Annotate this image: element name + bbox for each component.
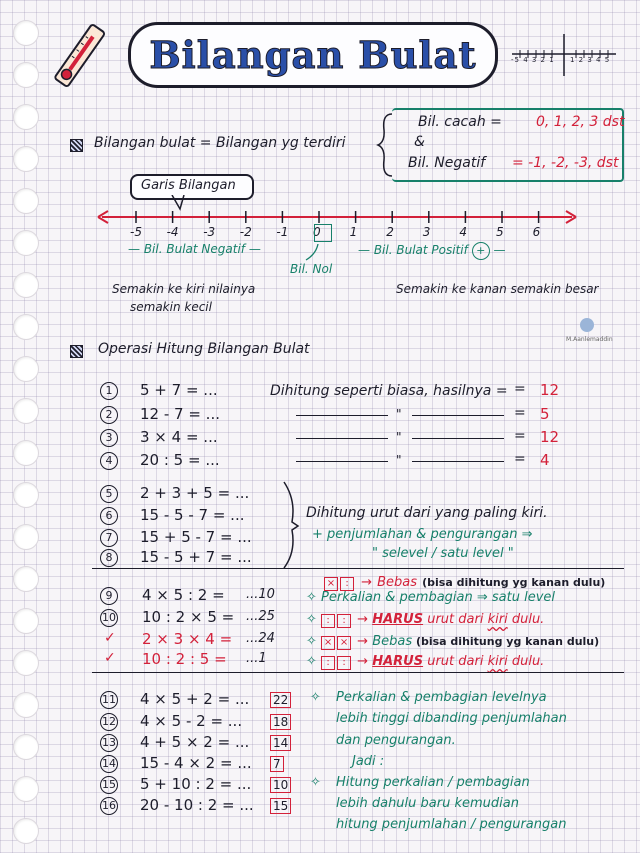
row-number: 13 xyxy=(100,734,118,752)
expression: 4 × 5 : 2 = xyxy=(142,586,225,604)
check-icon: ✓ xyxy=(104,650,116,666)
expression: 4 + 5 × 2 = ... xyxy=(140,733,250,751)
row-number: 9 xyxy=(100,587,118,605)
binder-hole xyxy=(13,230,39,256)
answer: ...25 xyxy=(246,609,275,624)
equals-sign: = xyxy=(514,405,526,421)
right-note: Semakin ke kanan semakin besar xyxy=(396,282,599,296)
multiply-box-icon: : xyxy=(337,656,351,670)
ampersand: & xyxy=(414,134,425,150)
answer-box: 22 xyxy=(270,692,291,708)
equals-sign: = xyxy=(514,381,526,397)
group2-note3: " selevel / satu level " xyxy=(372,546,514,561)
check-icon: ✓ xyxy=(104,630,116,646)
garis-bilangan-bubble xyxy=(130,174,254,200)
ditto-mark: " xyxy=(396,430,402,444)
number-line-tick-label: -3 xyxy=(203,225,216,239)
rule-note xyxy=(306,650,544,670)
expression: 4 × 5 + 2 = ... xyxy=(140,690,250,708)
star-icon: ✧ xyxy=(306,612,322,627)
row-number: 1 xyxy=(100,382,118,400)
number-line-tick-label: -1 xyxy=(276,225,289,239)
binder-hole xyxy=(13,650,39,676)
expression: 2 + 3 + 5 = ... xyxy=(140,484,250,502)
mini-line-right-label: 1 2 3 4 5 xyxy=(570,56,611,64)
explanation-line: lebih tinggi dibanding penjumlahan xyxy=(336,711,567,726)
answer-box: 14 xyxy=(270,735,291,751)
expression: 2 × 3 × 4 = xyxy=(142,630,233,648)
rule-note xyxy=(306,630,599,650)
divider xyxy=(92,568,624,569)
group1-note: Dihitung seperti biasa, hasilnya = xyxy=(270,383,508,399)
row-number: 4 xyxy=(100,452,118,470)
right-brace-icon xyxy=(282,480,302,570)
binder-hole xyxy=(13,188,39,214)
answer-box: 10 xyxy=(270,777,291,793)
multiply-box-icon: : xyxy=(337,614,351,628)
star-icon: ✧ xyxy=(306,654,322,669)
number-line-tick-label: 6 xyxy=(532,225,541,239)
ditto-mark: " xyxy=(396,407,402,421)
thermometer-icon xyxy=(50,18,106,98)
binder-hole xyxy=(13,314,39,340)
answer: ...10 xyxy=(246,587,275,602)
row-number: 14 xyxy=(100,755,118,773)
rule-emphasis: kiri xyxy=(487,654,508,669)
zero-arrow-icon xyxy=(304,244,324,264)
negatif-label: Bil. Negatif xyxy=(408,155,486,171)
zero-label: Bil. Nol xyxy=(290,262,333,276)
multiply-box-icon: × xyxy=(324,577,338,591)
left-note-line2: semakin kecil xyxy=(130,300,212,314)
binder-hole xyxy=(13,524,39,550)
number-line-tick-label: -4 xyxy=(166,225,179,239)
row-number: 7 xyxy=(100,529,118,547)
binder-hole xyxy=(13,104,39,130)
row-number: 5 xyxy=(100,485,118,503)
row-number: 6 xyxy=(100,507,118,525)
number-line-tick-label: 3 xyxy=(422,225,431,239)
negatif-value: = -1, -2, -3, dst xyxy=(512,155,619,171)
left-note-line1: Semakin ke kiri nilainya xyxy=(112,282,256,296)
answer: 5 xyxy=(540,405,550,423)
star-icon: ✧ xyxy=(306,634,322,649)
binder-hole xyxy=(13,398,39,424)
divide-box-icon: : xyxy=(340,577,354,591)
explanation-line: dan pengurangan. xyxy=(336,733,456,748)
divide-box-icon: : xyxy=(321,656,335,670)
bebas-top-row xyxy=(324,571,605,591)
divider xyxy=(92,672,624,673)
blank-line xyxy=(412,438,504,439)
explanation-line: Jadi : xyxy=(352,754,385,769)
blank-line xyxy=(296,461,388,462)
rule-note xyxy=(306,608,544,628)
expression: 3 × 4 = ... xyxy=(140,428,218,446)
binder-hole xyxy=(13,146,39,172)
rule-text: Perkalian & pembagian ⇒ satu level xyxy=(321,590,556,605)
number-line-tick-label: 0 xyxy=(313,225,321,239)
expression: 15 + 5 - 7 = ... xyxy=(140,528,252,546)
plus-circle-icon: + xyxy=(472,242,490,260)
rule-keyword: HARUS xyxy=(372,654,424,669)
answer-box: 18 xyxy=(270,714,291,730)
expression: 4 × 5 - 2 = ... xyxy=(140,712,243,730)
watermark-avatar xyxy=(580,318,594,332)
row-number: 3 xyxy=(100,429,118,447)
explanation-line: Perkalian & pembagian levelnya xyxy=(336,690,547,705)
binder-hole xyxy=(13,818,39,844)
cacah-label: Bil. cacah = xyxy=(418,114,502,130)
blank-line xyxy=(296,438,388,439)
answer: 12 xyxy=(540,381,560,399)
expression: 5 + 7 = ... xyxy=(140,381,218,399)
bullet-icon xyxy=(70,345,83,358)
row-number: 8 xyxy=(100,549,118,567)
rule-text: (bisa dihitung yg kanan dulu) xyxy=(415,635,600,648)
binder-hole xyxy=(13,440,39,466)
binder-hole xyxy=(13,692,39,718)
row-number: 16 xyxy=(100,797,118,815)
expression: 10 : 2 × 5 = xyxy=(142,608,235,626)
ditto-mark: " xyxy=(396,453,402,467)
blank-line xyxy=(412,415,504,416)
row-number: 15 xyxy=(100,776,118,794)
positive-label: — Bil. Bulat Positif + — xyxy=(358,242,506,260)
answer: ...24 xyxy=(246,631,275,646)
arrow-icon: → xyxy=(353,612,373,627)
mini-number-line-icon xyxy=(508,30,620,80)
rule-text: urut dari xyxy=(427,612,484,627)
answer: 4 xyxy=(540,451,550,469)
rule-text: urut dari xyxy=(427,654,484,669)
group2-note2: + penjumlahan & pengurangan ⇒ xyxy=(312,527,533,542)
bebas-top-note: (bisa dihitung yg kanan dulu) xyxy=(422,576,606,589)
row-number: 10 xyxy=(100,609,118,627)
expression: 12 - 7 = ... xyxy=(140,405,220,423)
arrow-icon: → xyxy=(353,654,373,669)
divide-box-icon: : xyxy=(321,614,335,628)
star-icon: ✧ xyxy=(310,690,321,705)
bebas-top-arrow: → xyxy=(361,575,372,590)
row-number: 12 xyxy=(100,713,118,731)
arrow-icon: → xyxy=(353,634,373,649)
garis-bilangan-label: Garis Bilangan xyxy=(141,178,236,193)
binder-hole xyxy=(13,608,39,634)
binder-hole xyxy=(13,356,39,382)
expression: 10 : 2 : 5 = xyxy=(142,650,227,668)
answer-box: 7 xyxy=(270,756,284,772)
negative-label-text: Bil. Bulat Negatif xyxy=(143,242,245,256)
number-line-tick-label: -5 xyxy=(130,225,142,239)
binder-hole xyxy=(13,20,39,46)
rule-keyword: HARUS xyxy=(372,612,424,627)
explanation-line: lebih dahulu baru kemudian xyxy=(336,796,519,811)
group2-note1: Dihitung urut dari yang paling kiri. xyxy=(306,505,548,521)
blank-line xyxy=(296,415,388,416)
rule-emphasis: kiri xyxy=(487,612,508,627)
zero-box xyxy=(314,224,332,242)
watermark: M.Aanlemaddin xyxy=(566,336,613,343)
row-number: 11 xyxy=(100,691,118,709)
multiply-box-icon: × xyxy=(337,636,351,650)
explanation-line: hitung penjumlahan / pengurangan xyxy=(336,817,567,832)
number-line-tick-label: -2 xyxy=(239,225,252,239)
section-title: Operasi Hitung Bilangan Bulat xyxy=(98,341,310,357)
title-frame xyxy=(128,22,498,88)
number-line-tick-label: 4 xyxy=(459,225,468,239)
star-icon: ✧ xyxy=(306,590,322,605)
expression: 15 - 5 - 7 = ... xyxy=(140,506,245,524)
expression: 15 - 5 + 7 = ... xyxy=(140,548,252,566)
expression: 20 - 10 : 2 = ... xyxy=(140,796,254,814)
equals-sign: = xyxy=(514,451,526,467)
binder-hole xyxy=(13,734,39,760)
equals-sign: = xyxy=(514,428,526,444)
binder-hole xyxy=(13,482,39,508)
mini-line-left-label: -5 4 3 2 1 xyxy=(511,56,555,64)
rule-text: dulu. xyxy=(511,612,545,627)
bullet-icon xyxy=(70,139,83,152)
bebas-top-label: Bebas xyxy=(377,575,418,590)
binder-hole xyxy=(13,566,39,592)
negative-label: — Bil. Bulat Negatif — xyxy=(128,242,261,256)
page-title: Bilangan Bulat xyxy=(149,33,477,77)
blank-line xyxy=(412,461,504,462)
rule-keyword: Bebas xyxy=(372,634,413,649)
number-line-tick-label: 5 xyxy=(496,225,504,239)
binder-hole xyxy=(13,776,39,802)
binder-hole xyxy=(13,272,39,298)
cacah-value: 0, 1, 2, 3 dst xyxy=(536,114,625,130)
answer: ...1 xyxy=(246,651,267,666)
answer-box: 15 xyxy=(270,798,291,814)
number-line-tick-label: 1 xyxy=(349,225,358,239)
star-icon: ✧ xyxy=(310,775,321,790)
answer: 12 xyxy=(540,428,560,446)
expression: 5 + 10 : 2 = ... xyxy=(140,775,252,793)
row-number: 2 xyxy=(100,406,118,424)
binder-hole xyxy=(13,62,39,88)
expression: 15 - 4 × 2 = ... xyxy=(140,754,252,772)
rule-text: dulu. xyxy=(511,654,545,669)
number-line-tick-label: 2 xyxy=(386,225,394,239)
definition-text: Bilangan bulat = Bilangan yg terdiri xyxy=(94,135,346,151)
positive-label-text: Bil. Bulat Positif xyxy=(373,243,468,257)
expression: 20 : 5 = ... xyxy=(140,451,220,469)
explanation-line: Hitung perkalian / pembagian xyxy=(336,775,530,790)
multiply-box-icon: × xyxy=(321,636,335,650)
